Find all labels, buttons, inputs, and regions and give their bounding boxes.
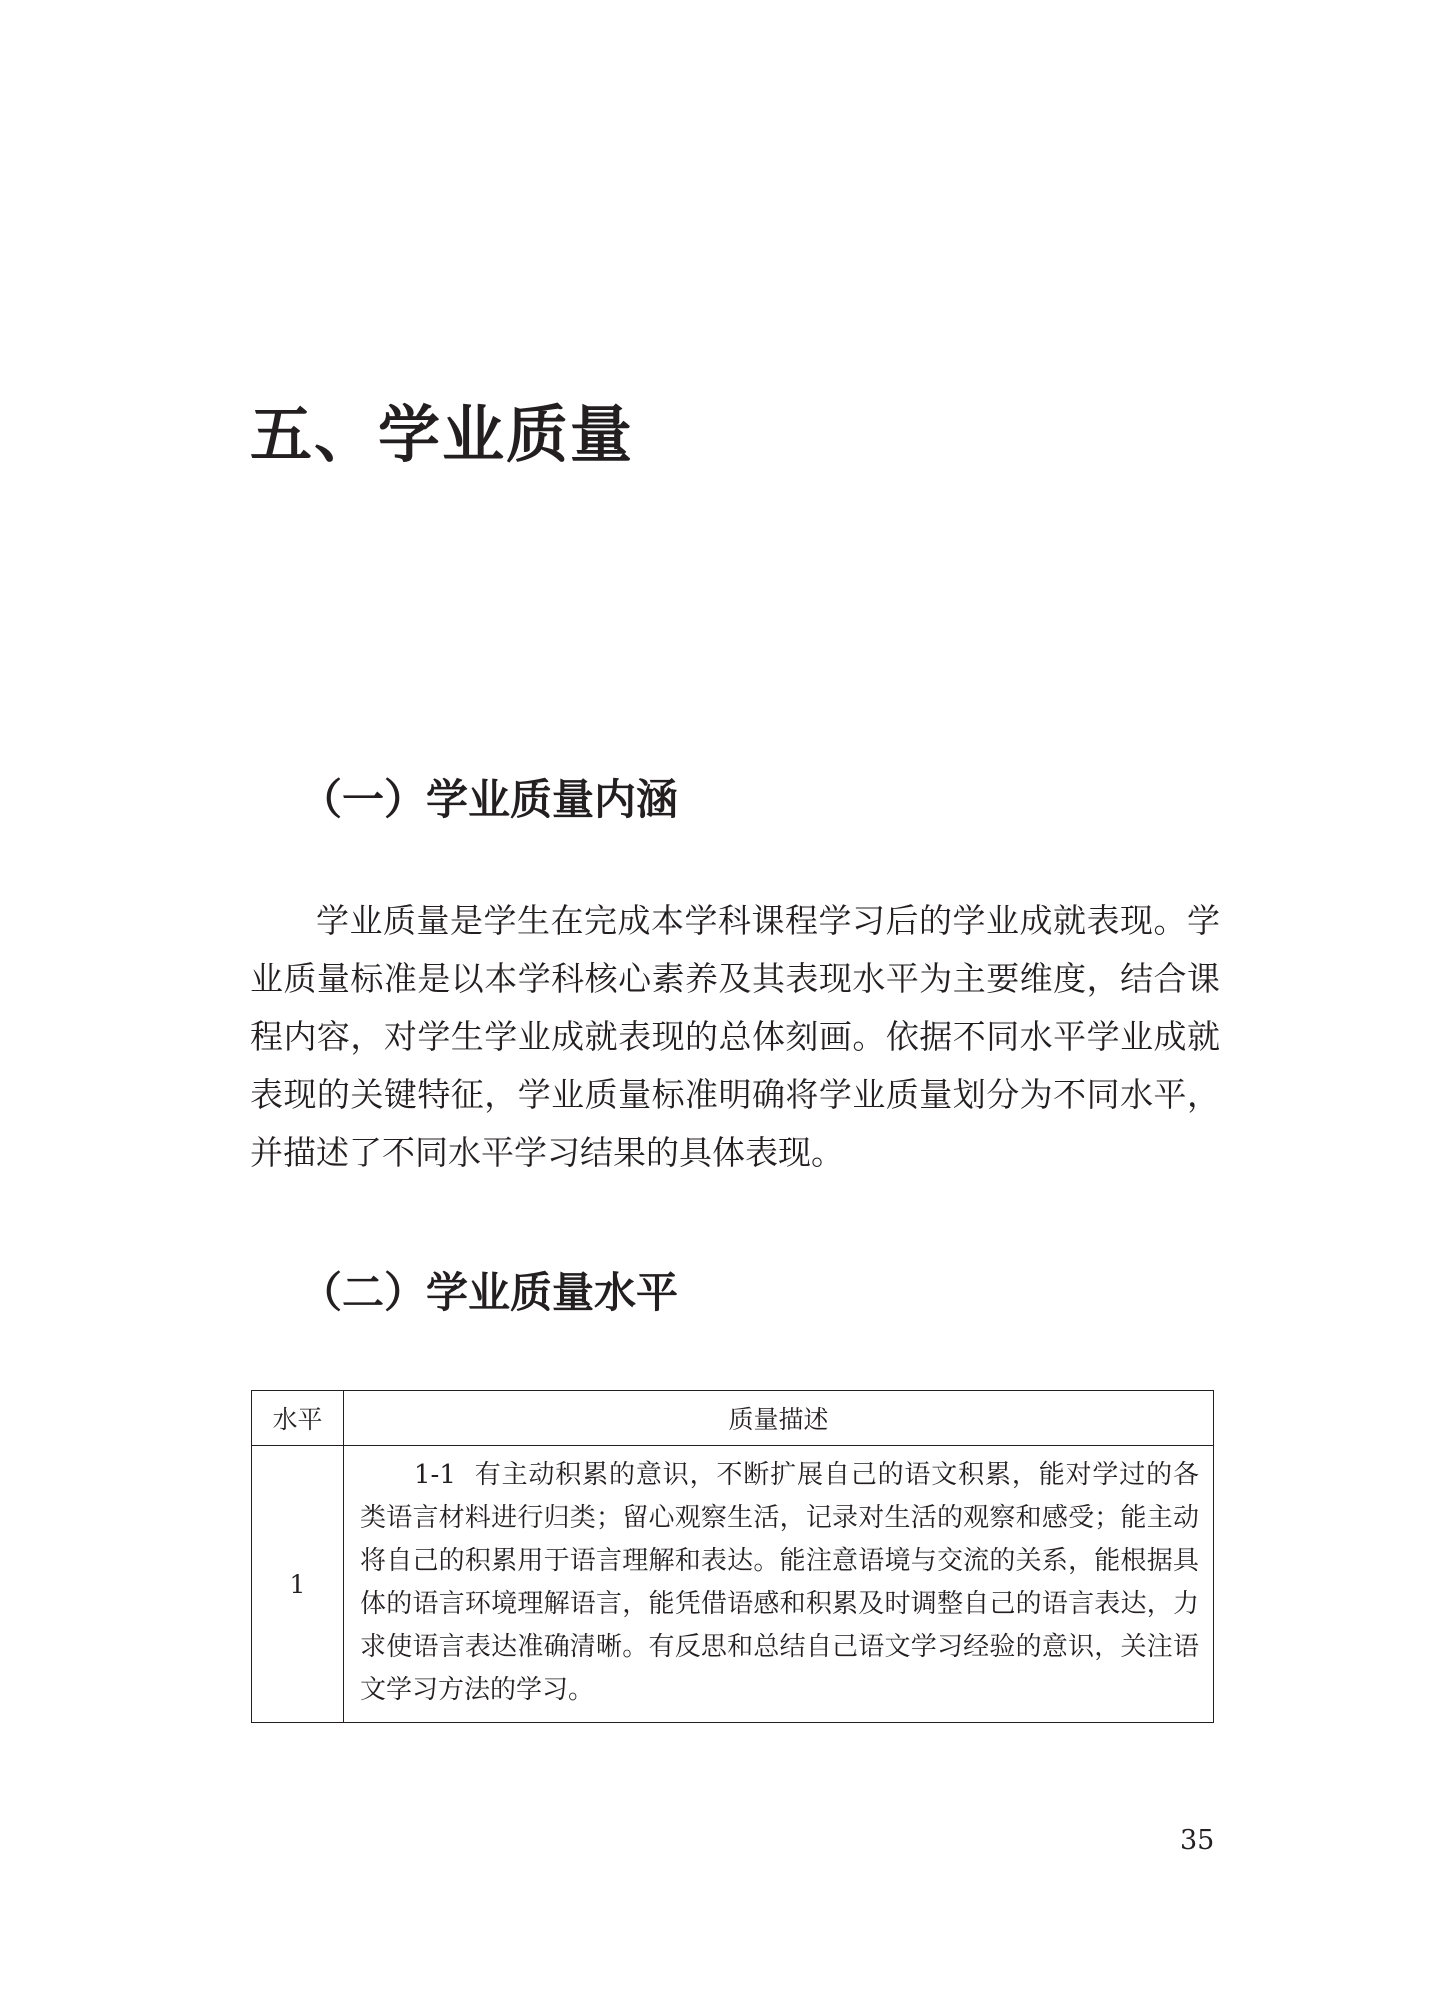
header-level: 水平	[252, 1391, 344, 1446]
table-row	[252, 1446, 1214, 1723]
description-code: 1-1	[414, 1460, 456, 1490]
connotation-paragraph: 学业质量是学生在完成本学科课程学习后的学业成就表现。学业质量标准是以本学科核心素养及其表现水平为主要维度，结合课程内容，对学生学业成就表现的总体刻画。依据不同水平学业成就表现的关键特征，学业质量标准明确将学业质量划分为不同水平，并描述了不同水平学习结果的具体表现。	[250, 901, 1220, 1172]
quality-level-table	[251, 1390, 1214, 1723]
page-number: 35	[1180, 1825, 1215, 1856]
section-heading-connotation: （一）学业质量内涵	[300, 775, 679, 824]
section-heading-levels: （二）学业质量水平	[300, 1268, 679, 1317]
chapter-title: 五、学业质量	[250, 398, 635, 471]
level-cell: 1	[252, 1446, 344, 1723]
table-header-row	[252, 1391, 1214, 1446]
description-cell	[344, 1446, 1214, 1723]
header-description: 质量描述	[344, 1391, 1214, 1446]
description-text: 有主动积累的意识，不断扩展自己的语文积累，能对学过的各类语言材料进行归类；留心观察生活，记录对生活的观察和感受；能主动将自己的积累用于语言理解和表达。能注意语境与交流的关系，能根据具体的语言环境理解语言，能凭借语感和积累及时调整自己的语言表达，力求使语言表达准确清晰。有反思和总结自己语文学习经验的意识，关注语文学习方法的学习。	[360, 1460, 1199, 1705]
